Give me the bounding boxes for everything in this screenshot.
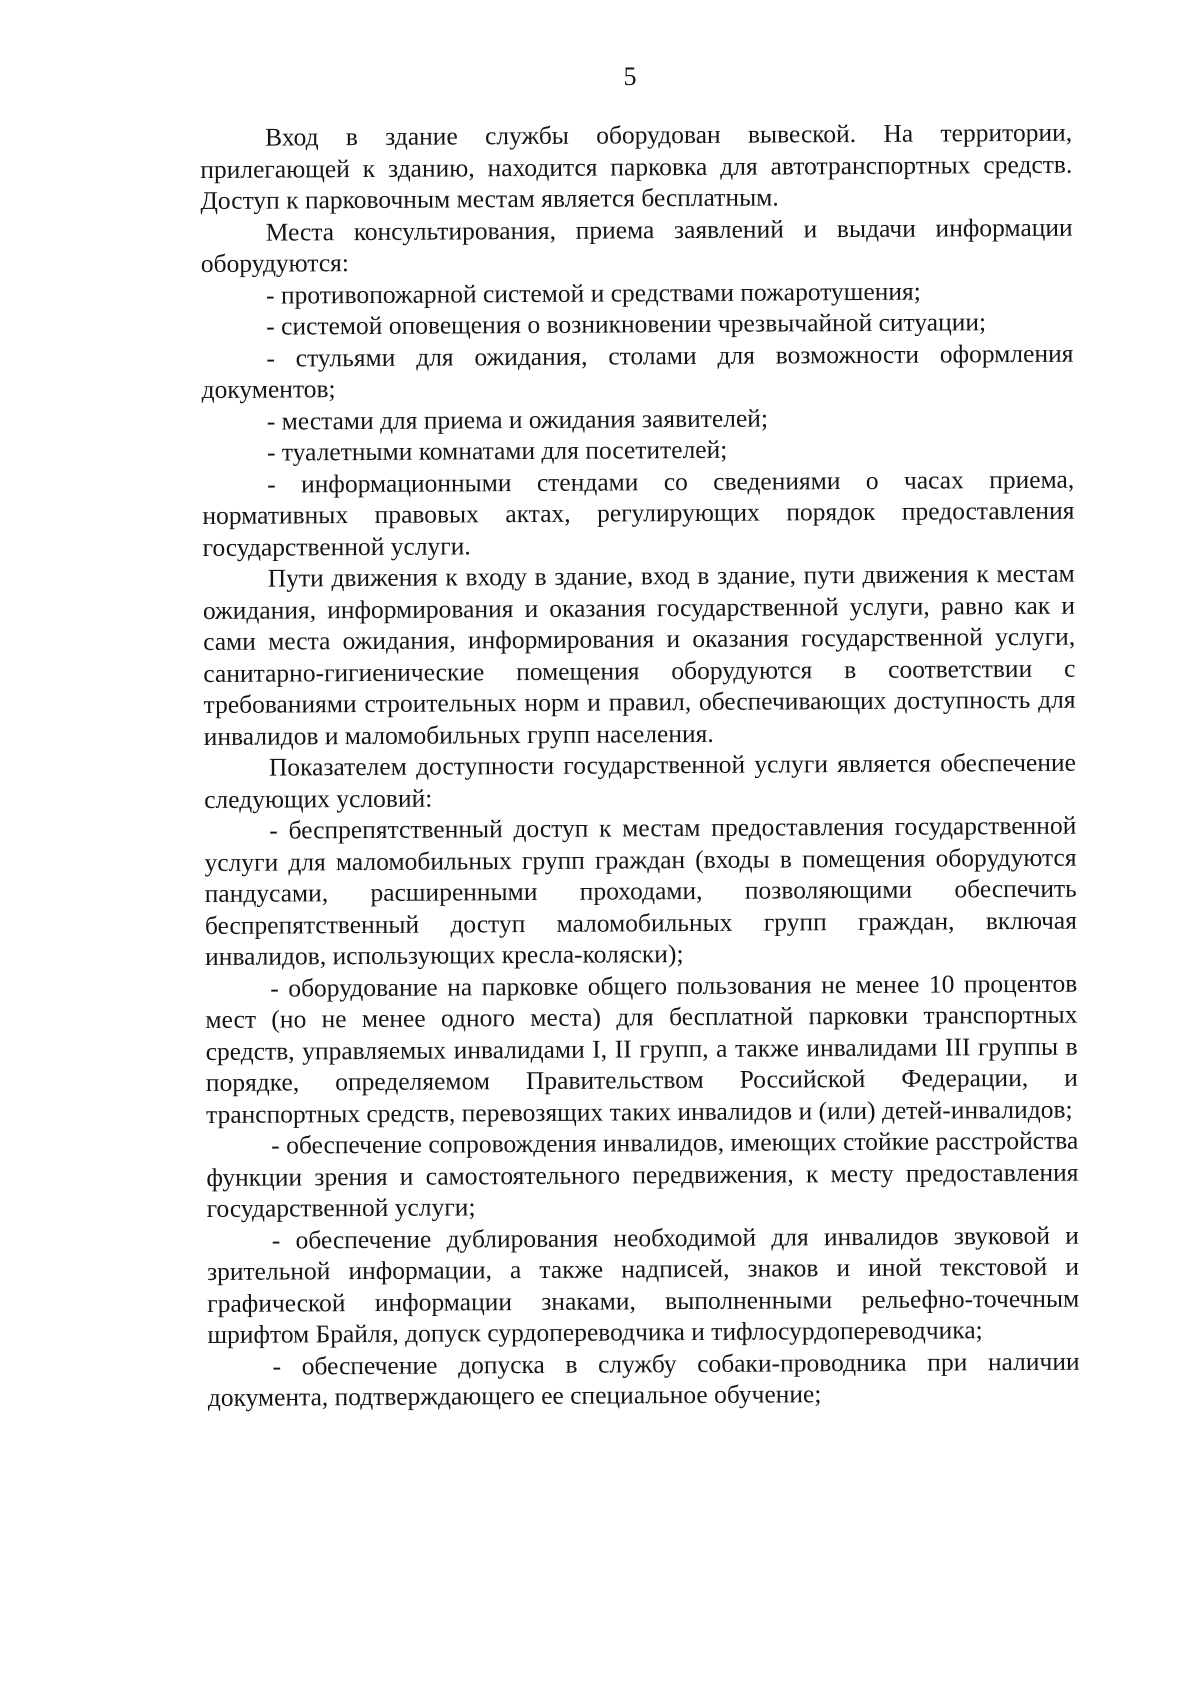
paragraph-accessibility-routes: Пути движения к входу в здание, вход в здание, пути движения к местам ожидания, информирования и оказания государственной услуги, равно как и сами места ожидания, информирования и оказания государственной услуги, санитарно-гигиенические помещения оборудуются в соответствии с требованиями строительных норм и правил, обеспечивающих доступность для инвалидов и маломобильных групп населения.	[202, 558, 1076, 751]
list-item-escort: - обеспечение сопровождения инвалидов, имеющих стойкие расстройства функции зрения и самостоятельного передвижения, к месту предоставления государственной услуги;	[206, 1125, 1079, 1223]
document-body	[200, 117, 1080, 1414]
list-item-waiting-places: - местами для приема и ожидания заявителей;	[266, 403, 769, 436]
list-item-info-stands: - информационными стендами со сведениями о часах приема, нормативных правовых актах, регулирующих порядок предоставления государственной услуги.	[202, 464, 1075, 562]
paragraph-consultation-places: Места консультирования, приема заявлений и выдачи информации оборудуются:	[200, 212, 1073, 278]
page-number: 5	[623, 62, 637, 91]
list-item-information-duplication: - обеспечение дублирования необходимой для инвалидов звуковой и зрительной информации, а также надписей, знаков и иной текстовой и графической информации знаками, выполненными рельефно-точечным шрифтом Брайля, допуск сурдопереводчика и тифлосурдопереводчика;	[206, 1220, 1080, 1349]
list-item-restrooms: - туалетными комнатами для посетителей;	[266, 434, 728, 467]
list-item-parking: - оборудование на парковке общего пользования не менее 10 процентов мест (но не менее одного места) для бесплатной парковки транспортных средств, управляемых инвалидами I, II групп, а также инвалидами III группы в порядке, определяемом Правительством Российской Федерации, и транспортных средств, перевозящих таких инвалидов и (или) детей-инвалидов;	[205, 968, 1078, 1129]
list-item-fire-safety: - противопожарной системой и средствами пожаротушения;	[265, 276, 921, 310]
paragraph-entrance: Вход в здание службы оборудован вывеской. На территории, прилегающей к зданию, находится парковка для автотранспортных средств. Доступ к парковочным местам является бесплатным.	[200, 117, 1073, 215]
list-item-emergency-alert: - системой оповещения о возникновении чрезвычайной ситуации;	[266, 307, 987, 341]
list-item-chairs-tables: - стульями для ожидания, столами для возможности оформления документов;	[201, 338, 1074, 404]
list-item-guide-dog: - обеспечение допуска в службу собаки-проводника при наличии документа, подтверждающего ее специальное обучение;	[207, 1346, 1080, 1412]
list-item-unobstructed-access: - беспрепятственный доступ к местам предоставления государственной услуги для маломобильных групп граждан (входы в помещения оборудуются пандусами, расширенными проходами, позволяющими обеспечить беспрепятственный доступ маломобильных групп граждан, включая инвалидов, использующих кресла-коляски);	[204, 810, 1077, 971]
paragraph-accessibility-indicator: Показателем доступности государственной услуги является обеспечение следующих условий:	[204, 747, 1077, 814]
